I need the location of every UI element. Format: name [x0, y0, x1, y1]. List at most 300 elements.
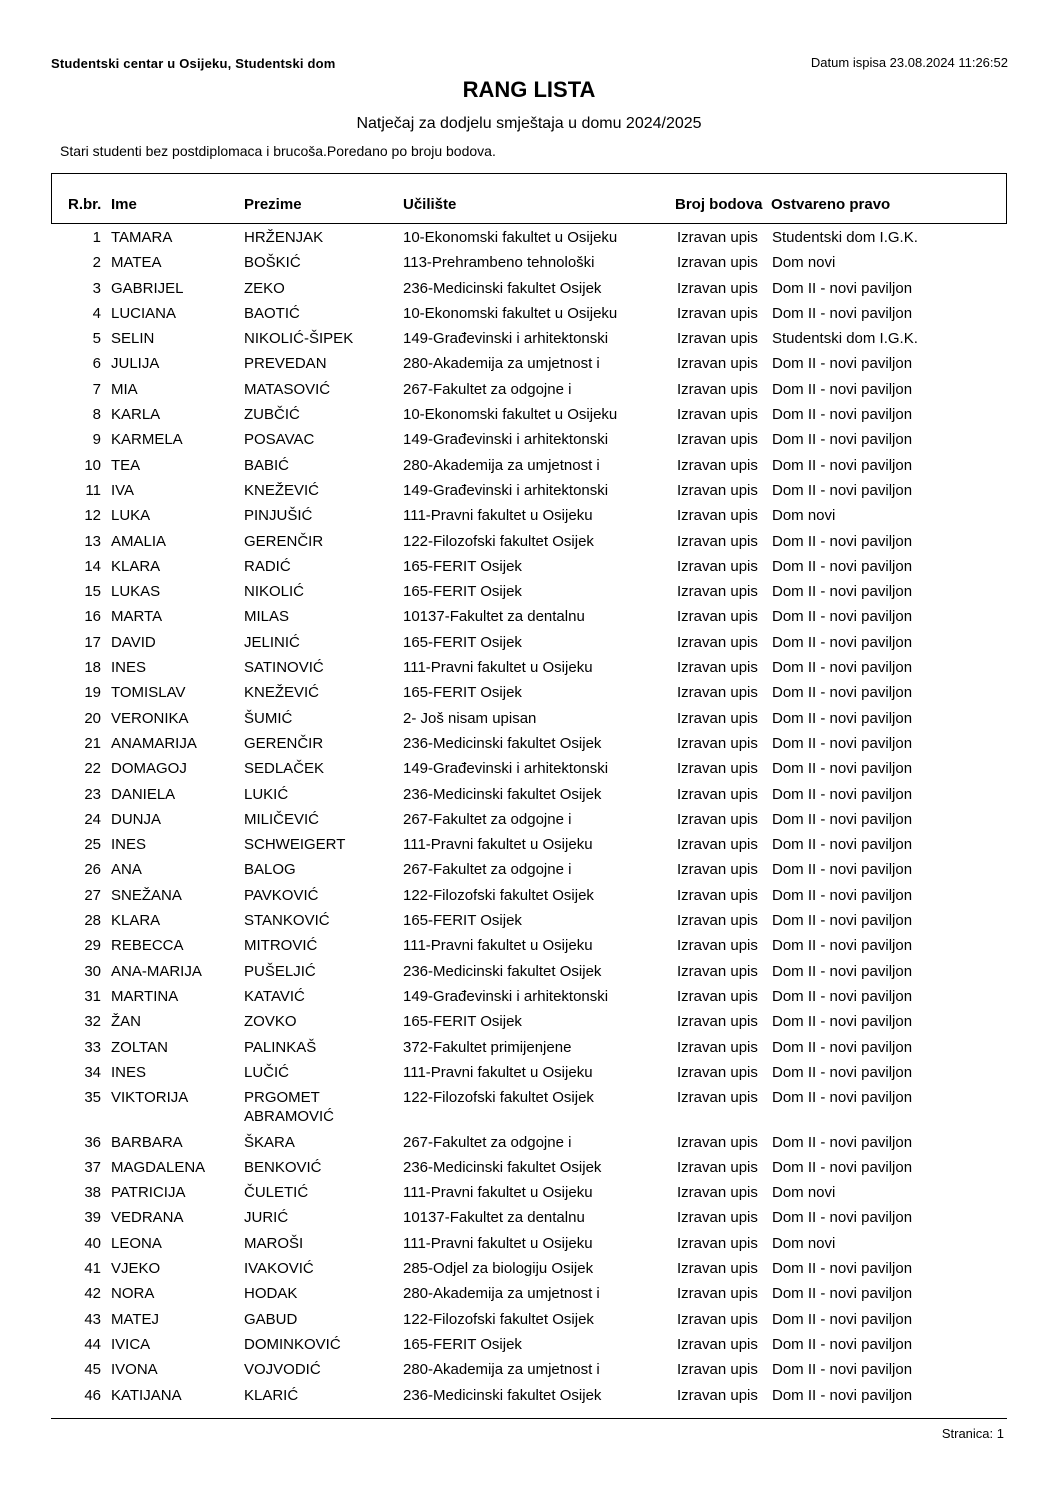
table-row — [0, 279, 1058, 304]
page-number: Stranica: 1 — [941, 1426, 1004, 1441]
last-name: SATINOVIĆ — [244, 659, 324, 677]
table-row — [0, 329, 1058, 354]
institution: 280-Akademija za umjetnost i — [403, 355, 600, 373]
last-name: MAROŠI — [244, 1234, 304, 1252]
last-name: ZOVKO — [244, 1013, 297, 1031]
granted-right: Dom II - novi paviljon — [772, 1386, 913, 1404]
points: Izravan upis — [677, 583, 758, 601]
table-row — [0, 987, 1058, 1012]
column-header-ime: Ime — [111, 196, 137, 213]
institution: 10-Ekonomski fakultet u Osijeku — [403, 229, 618, 246]
granted-right: Dom II - novi paviljon — [772, 734, 913, 752]
last-name: NIKOLIĆ — [244, 583, 305, 601]
points: Izravan upis — [677, 810, 758, 828]
row-number: 27 — [84, 886, 101, 904]
granted-right: Dom II - novi paviljon — [772, 987, 913, 1005]
points: Izravan upis — [677, 1089, 758, 1107]
table-row — [0, 1335, 1058, 1360]
table-row — [0, 1310, 1058, 1335]
row-number: 32 — [84, 1013, 101, 1031]
points: Izravan upis — [677, 304, 758, 322]
points: Izravan upis — [677, 1310, 758, 1328]
points: Izravan upis — [677, 532, 758, 550]
first-name: MATEJ — [111, 1310, 160, 1328]
institution: 111-Pravni fakultet u Osijeku — [403, 1063, 593, 1081]
institution: 280-Akademija za umjetnost i — [403, 1361, 600, 1379]
first-name: MIA — [111, 380, 138, 398]
points: Izravan upis — [677, 557, 758, 575]
last-name: ZEKO — [244, 279, 285, 297]
granted-right: Dom II - novi paviljon — [772, 633, 913, 651]
last-name: ČULETIĆ — [244, 1184, 309, 1202]
row-number: 23 — [84, 785, 101, 803]
table-row — [0, 456, 1058, 481]
institution: 122-Filozofski fakultet Osijek — [403, 1310, 594, 1328]
points: Izravan upis — [677, 254, 758, 272]
last-name: SCHWEIGERT — [244, 836, 346, 854]
institution: 267-Fakultet za odgojne i — [403, 1133, 572, 1151]
last-name: KATAVIĆ — [244, 987, 305, 1005]
granted-right: Dom novi — [772, 507, 836, 525]
granted-right: Dom II - novi paviljon — [772, 760, 913, 778]
granted-right: Dom II - novi paviljon — [772, 937, 913, 955]
institution: 122-Filozofski fakultet Osijek — [403, 1089, 594, 1107]
row-number: 30 — [84, 962, 101, 980]
institution: 111-Pravni fakultet u Osijeku — [403, 836, 593, 854]
granted-right: Dom II - novi paviljon — [772, 431, 913, 449]
row-number: 40 — [84, 1234, 101, 1252]
first-name: MARTINA — [111, 987, 179, 1005]
first-name: LUKAS — [111, 583, 161, 601]
points: Izravan upis — [677, 1184, 758, 1202]
granted-right: Dom II - novi paviljon — [772, 355, 913, 373]
first-name: VERONIKA — [111, 709, 189, 727]
granted-right: Dom II - novi paviljon — [772, 836, 913, 854]
row-number: 13 — [84, 532, 101, 550]
points: Izravan upis — [677, 760, 758, 778]
granted-right: Dom II - novi paviljon — [772, 456, 913, 474]
first-name: MAGDALENA — [111, 1158, 206, 1176]
last-name: HRŽENJAK — [244, 229, 324, 246]
institution: 165-FERIT Osijek — [403, 557, 522, 575]
row-number: 9 — [92, 431, 101, 449]
row-number: 39 — [84, 1209, 101, 1227]
last-name: RADIĆ — [244, 557, 291, 575]
last-name: GERENČIR — [244, 532, 324, 550]
first-name: LUCIANA — [111, 304, 177, 322]
table-row — [0, 936, 1058, 961]
last-name: KNEŽEVIĆ — [244, 684, 320, 702]
granted-right: Dom II - novi paviljon — [772, 1063, 913, 1081]
last-name: GABUD — [244, 1310, 298, 1328]
row-number: 26 — [84, 861, 101, 879]
row-number: 37 — [84, 1158, 101, 1176]
table-row — [0, 835, 1058, 860]
granted-right: Dom II - novi paviljon — [772, 861, 913, 879]
table-row — [0, 1133, 1058, 1158]
granted-right: Dom II - novi paviljon — [772, 1209, 913, 1227]
granted-right: Dom II - novi paviljon — [772, 279, 913, 297]
points: Izravan upis — [677, 734, 758, 752]
first-name: BARBARA — [111, 1133, 183, 1151]
points: Izravan upis — [677, 912, 758, 930]
row-number: 10 — [84, 456, 101, 474]
points: Izravan upis — [677, 1063, 758, 1081]
points: Izravan upis — [677, 1335, 758, 1353]
page-subtitle: Natječaj za dodjelu smještaja u domu 2024/2025 — [356, 115, 702, 132]
row-number: 4 — [92, 304, 101, 322]
table-header-divider — [51, 223, 1007, 224]
granted-right: Dom II - novi paviljon — [772, 1013, 913, 1031]
granted-right: Dom II - novi paviljon — [772, 785, 913, 803]
first-name: SNEŽANA — [111, 886, 182, 904]
first-name: VEDRANA — [111, 1209, 184, 1227]
row-number: 20 — [84, 709, 101, 727]
points: Izravan upis — [677, 406, 758, 424]
row-number: 16 — [84, 608, 101, 626]
institution: 267-Fakultet za odgojne i — [403, 380, 572, 398]
institution: 122-Filozofski fakultet Osijek — [403, 532, 594, 550]
table-row — [0, 1234, 1058, 1259]
first-name: AMALIA — [111, 532, 167, 550]
table-row — [0, 1038, 1058, 1063]
first-name: DAVID — [111, 633, 156, 651]
row-number: 17 — [84, 633, 101, 651]
table-row — [0, 607, 1058, 632]
first-name: MARTA — [111, 608, 163, 626]
granted-right: Dom novi — [772, 1184, 836, 1202]
institution: 236-Medicinski fakultet Osijek — [403, 1158, 602, 1176]
institution: 165-FERIT Osijek — [403, 583, 522, 601]
row-number: 21 — [84, 734, 101, 752]
last-name: PRGOMET — [244, 1089, 320, 1107]
first-name: ANAMARIJA — [111, 734, 197, 752]
points: Izravan upis — [677, 330, 758, 348]
granted-right: Dom II - novi paviljon — [772, 406, 913, 424]
table-row — [0, 734, 1058, 759]
row-number: 8 — [92, 406, 101, 424]
first-name: LUKA — [111, 507, 151, 525]
institution: 113-Prehrambeno tehnološki — [403, 254, 595, 272]
table-row — [0, 886, 1058, 911]
last-name: MILAS — [244, 608, 290, 626]
institution: 267-Fakultet za odgojne i — [403, 810, 572, 828]
table-row — [0, 253, 1058, 278]
table-row — [0, 860, 1058, 885]
last-name: HODAK — [244, 1285, 298, 1303]
row-number: 31 — [84, 987, 101, 1005]
table-row — [0, 810, 1058, 835]
granted-right: Dom II - novi paviljon — [772, 684, 913, 702]
row-number: 5 — [92, 330, 101, 348]
institution: 111-Pravni fakultet u Osijeku — [403, 507, 593, 525]
row-number: 42 — [84, 1285, 101, 1303]
row-number: 24 — [84, 810, 101, 828]
points: Izravan upis — [677, 886, 758, 904]
table-row — [0, 1360, 1058, 1385]
last-name: PAVKOVIĆ — [244, 886, 319, 904]
granted-right: Dom II - novi paviljon — [772, 962, 913, 980]
first-name: DUNJA — [111, 810, 162, 828]
institution: 10137-Fakultet za dentalnu — [403, 1209, 585, 1227]
last-name: PINJUŠIĆ — [244, 507, 313, 525]
points: Izravan upis — [677, 279, 758, 297]
row-number: 6 — [92, 355, 101, 373]
institution: 236-Medicinski fakultet Osijek — [403, 279, 602, 297]
last-name: LUKIĆ — [244, 785, 289, 803]
points: Izravan upis — [677, 1285, 758, 1303]
granted-right: Dom II - novi paviljon — [772, 709, 913, 727]
last-name: JURIĆ — [244, 1209, 289, 1227]
institution: 280-Akademija za umjetnost i — [403, 1285, 600, 1303]
granted-right: Dom II - novi paviljon — [772, 532, 913, 550]
list-note: Stari studenti bez postdiplomaca i brucoša.Poredano po broju bodova. — [60, 143, 496, 159]
first-name: ZOLTAN — [111, 1038, 168, 1056]
points: Izravan upis — [677, 1209, 758, 1227]
first-name: TAMARA — [111, 229, 173, 246]
last-name: JELINIĆ — [244, 633, 300, 651]
first-name: ANA — [111, 861, 142, 879]
table-row — [0, 430, 1058, 455]
granted-right: Dom II - novi paviljon — [772, 1260, 913, 1278]
row-number: 3 — [92, 279, 101, 297]
table-row — [0, 557, 1058, 582]
institution: 165-FERIT Osijek — [403, 912, 522, 930]
table-row — [0, 481, 1058, 506]
table-row — [0, 228, 1058, 253]
granted-right: Dom II - novi paviljon — [772, 1089, 913, 1107]
granted-right: Dom II - novi paviljon — [772, 912, 913, 930]
institution: 165-FERIT Osijek — [403, 633, 522, 651]
last-name: PREVEDAN — [244, 355, 327, 373]
institution: 149-Građevinski i arhitektonski — [403, 431, 609, 449]
granted-right: Dom II - novi paviljon — [772, 1158, 913, 1176]
last-name: ZUBČIĆ — [244, 406, 300, 424]
granted-right: Dom II - novi paviljon — [772, 1361, 913, 1379]
institution: 111-Pravni fakultet u Osijeku — [403, 1184, 593, 1202]
points: Izravan upis — [677, 937, 758, 955]
first-name: ŽAN — [111, 1013, 141, 1031]
first-name: KARLA — [111, 406, 161, 424]
column-header-bodovi: Broj bodova — [675, 196, 763, 213]
institution: 236-Medicinski fakultet Osijek — [403, 785, 602, 803]
last-name: SEDLAČEK — [244, 760, 325, 778]
points: Izravan upis — [677, 456, 758, 474]
points: Izravan upis — [677, 507, 758, 525]
granted-right: Dom II - novi paviljon — [772, 557, 913, 575]
first-name: VJEKO — [111, 1260, 161, 1278]
points: Izravan upis — [677, 1386, 758, 1404]
table-row — [0, 633, 1058, 658]
granted-right: Dom II - novi paviljon — [772, 1335, 913, 1353]
row-number: 36 — [84, 1133, 101, 1151]
last-name: MATASOVIĆ — [244, 380, 331, 398]
granted-right: Dom II - novi paviljon — [772, 810, 913, 828]
table-row — [0, 1208, 1058, 1233]
row-number: 43 — [84, 1310, 101, 1328]
institution: 236-Medicinski fakultet Osijek — [403, 734, 602, 752]
table-row — [0, 354, 1058, 379]
points: Izravan upis — [677, 987, 758, 1005]
first-name: NORA — [111, 1285, 155, 1303]
institution: 2- Još nisam upisan — [403, 709, 537, 727]
first-name: GABRIJEL — [111, 279, 184, 297]
first-name: TEA — [111, 456, 141, 474]
points: Izravan upis — [677, 659, 758, 677]
institution: 165-FERIT Osijek — [403, 1335, 522, 1353]
institution: 280-Akademija za umjetnost i — [403, 456, 600, 474]
granted-right: Dom II - novi paviljon — [772, 659, 913, 677]
granted-right: Studentski dom I.G.K. — [772, 229, 918, 246]
first-name: ANA-MARIJA — [111, 962, 202, 980]
column-header-pravo: Ostvareno pravo — [771, 196, 891, 213]
organization-name: Studentski centar u Osijeku, Studentski dom — [51, 56, 336, 71]
table-row — [0, 709, 1058, 734]
points: Izravan upis — [677, 709, 758, 727]
table-row — [0, 582, 1058, 607]
granted-right: Dom II - novi paviljon — [772, 1133, 913, 1151]
table-row — [0, 785, 1058, 810]
last-name: ŠUMIĆ — [244, 709, 293, 727]
last-name: PALINKAŠ — [244, 1038, 317, 1056]
points: Izravan upis — [677, 481, 758, 499]
first-name: LEONA — [111, 1234, 162, 1252]
first-name: KARMELA — [111, 431, 183, 449]
last-name: NIKOLIĆ-ŠIPEK — [244, 330, 354, 348]
points: Izravan upis — [677, 608, 758, 626]
row-number: 38 — [84, 1184, 101, 1202]
points: Izravan upis — [677, 684, 758, 702]
granted-right: Dom II - novi paviljon — [772, 1038, 913, 1056]
row-number: 28 — [84, 912, 101, 930]
table-row — [0, 1063, 1058, 1088]
institution: 372-Fakultet primijenjene — [403, 1038, 572, 1056]
first-name: TOMISLAV — [111, 684, 186, 702]
last-name: STANKOVIĆ — [244, 912, 330, 930]
institution: 122-Filozofski fakultet Osijek — [403, 886, 594, 904]
granted-right: Dom II - novi paviljon — [772, 1285, 913, 1303]
row-number: 46 — [84, 1386, 101, 1404]
row-number: 18 — [84, 659, 101, 677]
last-name: BAOTIĆ — [244, 304, 300, 322]
page-title: RANG LISTA — [462, 77, 596, 102]
first-name: VIKTORIJA — [111, 1089, 189, 1107]
print-date: Datum ispisa 23.08.2024 11:26:52 — [810, 55, 1008, 70]
granted-right: Dom II - novi paviljon — [772, 380, 913, 398]
table-row — [0, 304, 1058, 329]
points: Izravan upis — [677, 355, 758, 373]
row-number: 19 — [84, 684, 101, 702]
granted-right: Dom II - novi paviljon — [772, 481, 913, 499]
institution: 267-Fakultet za odgojne i — [403, 861, 572, 879]
institution: 149-Građevinski i arhitektonski — [403, 481, 609, 499]
institution: 10-Ekonomski fakultet u Osijeku — [403, 406, 618, 424]
first-name: MATEA — [111, 254, 162, 272]
granted-right: Dom II - novi paviljon — [772, 1310, 913, 1328]
last-name-line-2: ABRAMOVIĆ — [244, 1108, 335, 1126]
first-name: PATRICIJA — [111, 1184, 186, 1202]
institution: 236-Medicinski fakultet Osijek — [403, 962, 602, 980]
points: Izravan upis — [677, 1361, 758, 1379]
table-row — [0, 380, 1058, 405]
table-row — [0, 1386, 1058, 1411]
granted-right: Studentski dom I.G.K. — [772, 330, 918, 348]
granted-right: Dom novi — [772, 254, 836, 272]
last-name: BABIĆ — [244, 456, 290, 474]
row-number: 14 — [84, 557, 101, 575]
row-number: 11 — [85, 481, 101, 499]
ranking-table — [0, 228, 1058, 1411]
institution: 285-Odjel za biologiju Osijek — [403, 1260, 594, 1278]
last-name: VOJVODIĆ — [244, 1361, 321, 1379]
column-header-uciliste: Učilište — [403, 196, 457, 213]
table-row — [0, 683, 1058, 708]
points: Izravan upis — [677, 1013, 758, 1031]
last-name: GERENČIR — [244, 734, 324, 752]
last-name: MILIČEVIĆ — [244, 810, 320, 828]
institution: 111-Pravni fakultet u Osijeku — [403, 937, 593, 955]
table-row — [0, 1183, 1058, 1208]
points: Izravan upis — [677, 1234, 758, 1252]
row-number: 34 — [84, 1063, 101, 1081]
institution: 111-Pravni fakultet u Osijeku — [403, 659, 593, 677]
table-row — [0, 962, 1058, 987]
table-row — [0, 405, 1058, 430]
granted-right: Dom II - novi paviljon — [772, 304, 913, 322]
points: Izravan upis — [677, 380, 758, 398]
points: Izravan upis — [677, 1260, 758, 1278]
institution: 165-FERIT Osijek — [403, 684, 522, 702]
institution: 149-Građevinski i arhitektonski — [403, 760, 609, 778]
last-name: DOMINKOVIĆ — [244, 1335, 341, 1353]
first-name: KATIJANA — [111, 1386, 182, 1404]
row-number: 2 — [92, 254, 101, 272]
first-name: JULIJA — [111, 355, 160, 373]
institution: 165-FERIT Osijek — [403, 1013, 522, 1031]
table-row — [0, 759, 1058, 784]
row-number: 15 — [84, 583, 101, 601]
granted-right: Dom II - novi paviljon — [772, 886, 913, 904]
points: Izravan upis — [677, 861, 758, 879]
first-name: IVA — [111, 481, 135, 499]
last-name: BOŠKIĆ — [244, 254, 301, 272]
row-number: 35 — [84, 1089, 101, 1107]
last-name: KLARIĆ — [244, 1386, 299, 1404]
last-name: BENKOVIĆ — [244, 1158, 322, 1176]
first-name: DANIELA — [111, 785, 176, 803]
points: Izravan upis — [677, 1038, 758, 1056]
first-name: IVICA — [111, 1335, 151, 1353]
table-row — [0, 1158, 1058, 1183]
row-number: 41 — [84, 1260, 101, 1278]
last-name: LUČIĆ — [244, 1063, 290, 1081]
table-row — [0, 1284, 1058, 1309]
table-row — [0, 1088, 1058, 1133]
points: Izravan upis — [677, 1133, 758, 1151]
row-number: 44 — [84, 1335, 101, 1353]
table-row — [0, 506, 1058, 531]
institution: 10137-Fakultet za dentalnu — [403, 608, 585, 626]
last-name: MITROVIĆ — [244, 937, 318, 955]
table-row — [0, 911, 1058, 936]
first-name: INES — [111, 1063, 147, 1081]
last-name: POSAVAC — [244, 431, 315, 449]
row-number: 22 — [84, 760, 101, 778]
first-name: INES — [111, 836, 147, 854]
row-number: 12 — [84, 507, 101, 525]
institution: 111-Pravni fakultet u Osijeku — [403, 1234, 593, 1252]
row-number: 29 — [84, 937, 101, 955]
